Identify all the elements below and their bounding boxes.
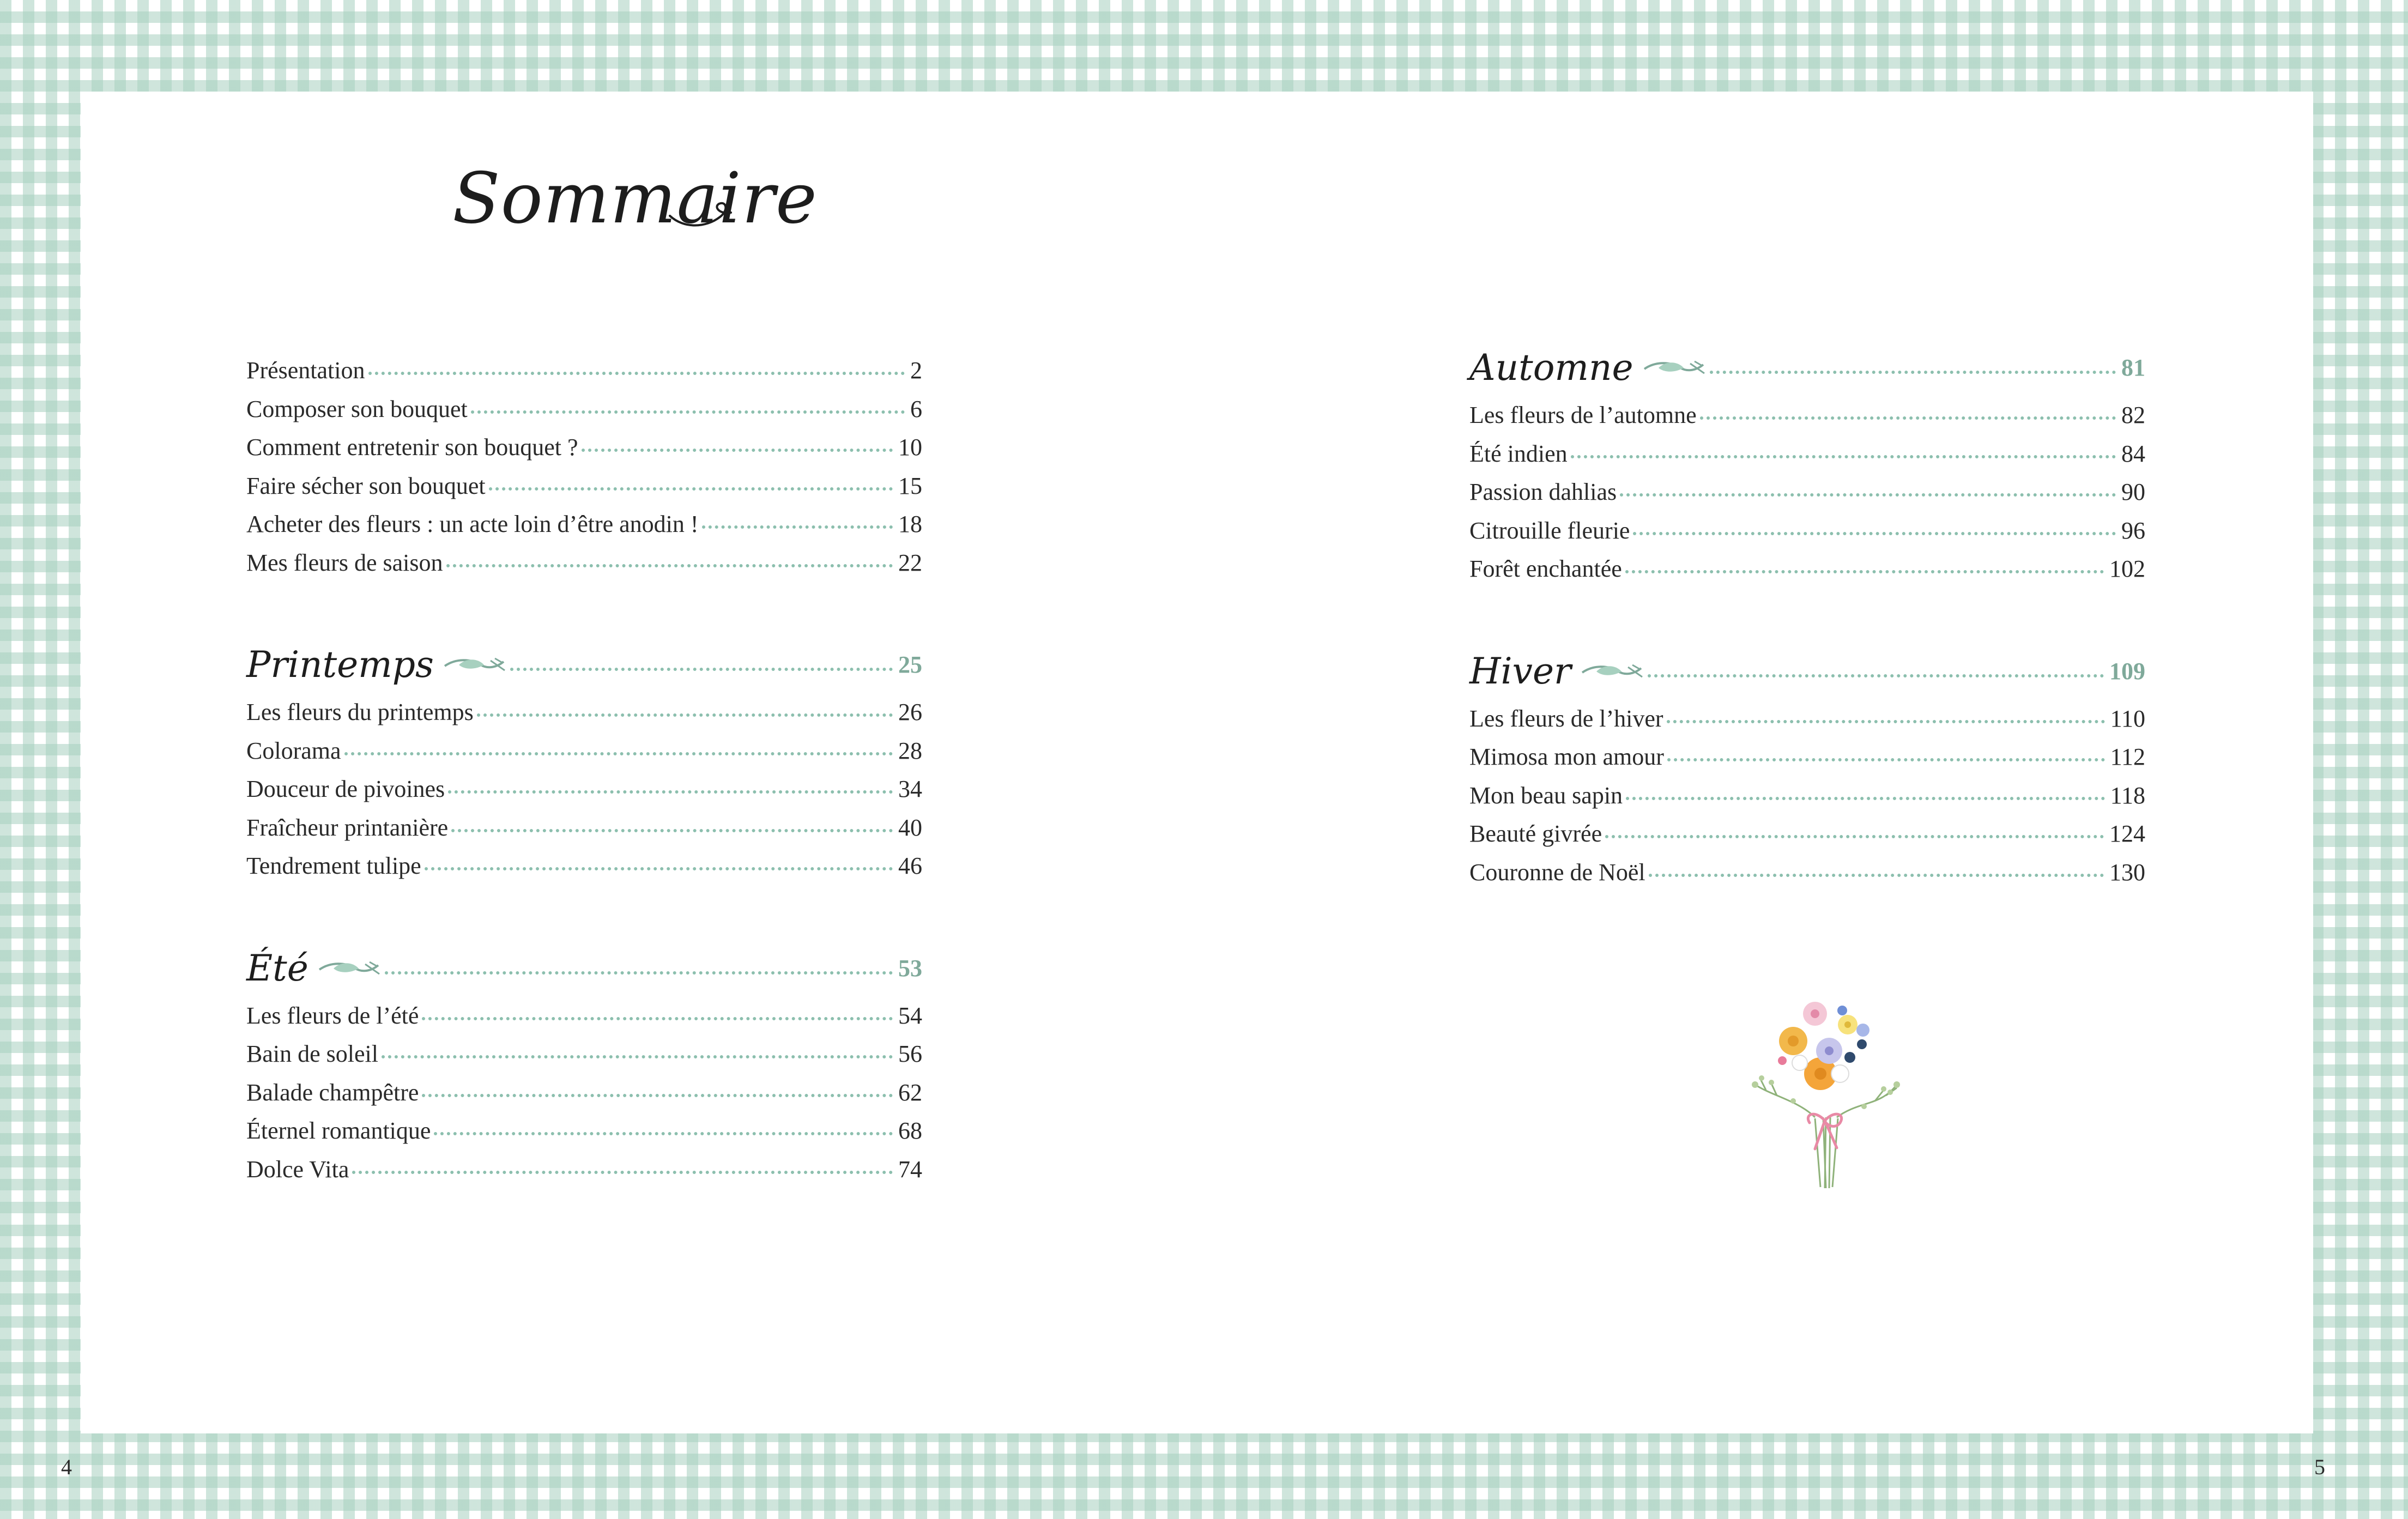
toc-entry-page: 110 — [2110, 705, 2145, 732]
dot-leader — [1667, 720, 2105, 723]
toc-entry-label: Bain de soleil — [246, 1040, 378, 1067]
toc-entry[interactable] — [1469, 700, 2145, 739]
section-heading-automne[interactable] — [1469, 346, 2145, 390]
toc-entry-label: Faire sécher son bouquet — [246, 472, 486, 499]
toc-entry-label: Couronne de Noël — [1469, 858, 1645, 886]
toc-entry-page: 26 — [898, 699, 922, 725]
toc-entry-label: Comment entretenir son bouquet ? — [246, 434, 578, 461]
section-heading-label: Été — [246, 947, 308, 989]
toc-entry-label: Mes fleurs de saison — [246, 549, 443, 576]
toc-entry-label: Les fleurs de l’hiver — [1469, 705, 1663, 732]
toc-printemps-section — [246, 643, 922, 886]
leaf-swash-icon — [1642, 358, 1707, 378]
dot-leader — [385, 971, 893, 975]
toc-entry-label: Acheter des fleurs : un acte loin d’être anodin ! — [246, 511, 699, 537]
dot-leader — [451, 829, 893, 832]
toc-entry-label: Mimosa mon amour — [1469, 743, 1664, 770]
dot-leader — [448, 790, 893, 794]
dot-leader — [1625, 570, 2104, 573]
toc-entry-page: 68 — [898, 1117, 922, 1144]
toc-entry-page: 74 — [898, 1155, 922, 1183]
section-heading-hiver[interactable] — [1469, 650, 2145, 693]
toc-ete-section — [246, 947, 922, 1189]
toc-left-column — [246, 352, 922, 1250]
toc-entry-page: 84 — [2121, 440, 2145, 467]
leaf-swash-icon — [1580, 662, 1644, 681]
page-title: Sommaire — [452, 158, 818, 239]
toc-hiver-section — [1469, 650, 2145, 892]
toc-entry-label: Les fleurs de l’automne — [1469, 402, 1697, 428]
toc-entry-label: Dolce Vita — [246, 1155, 349, 1183]
toc-entry[interactable] — [1469, 815, 2145, 854]
toc-entry[interactable] — [246, 1035, 922, 1074]
dot-leader — [382, 1055, 893, 1058]
dot-leader — [1710, 371, 2116, 374]
toc-entry[interactable] — [1469, 435, 2145, 474]
toc-entry-page: 40 — [898, 814, 922, 841]
toc-entry[interactable] — [1469, 396, 2145, 435]
toc-entry[interactable] — [246, 1112, 922, 1151]
toc-entry-label: Passion dahlias — [1469, 479, 1617, 505]
toc-entry-page: 90 — [2121, 479, 2145, 505]
toc-entry-page: 6 — [910, 395, 922, 422]
toc-entry[interactable] — [1469, 854, 2145, 892]
toc-entry[interactable] — [246, 428, 922, 467]
toc-entry[interactable] — [246, 693, 922, 732]
toc-entry[interactable] — [246, 544, 922, 583]
section-heading-page: 81 — [2121, 354, 2145, 381]
dot-leader — [477, 713, 893, 717]
page-number-right: 5 — [2314, 1455, 2325, 1479]
dot-leader — [425, 867, 893, 870]
toc-entry-label: Les fleurs du printemps — [246, 699, 474, 725]
dot-leader — [446, 564, 893, 567]
toc-entry[interactable] — [246, 505, 922, 544]
toc-entry-label: Présentation — [246, 357, 365, 384]
toc-entry-label: Citrouille fleurie — [1469, 517, 1630, 544]
dot-leader — [489, 487, 893, 491]
section-heading-label: Automne — [1469, 347, 1633, 389]
toc-entry-label: Douceur de pivoines — [246, 776, 445, 802]
toc-entry-page: 18 — [898, 511, 922, 537]
toc-entry-label: Colorama — [246, 737, 341, 764]
toc-entry[interactable] — [246, 467, 922, 506]
dot-leader — [1626, 797, 2105, 800]
toc-entry-label: Beauté givrée — [1469, 820, 1602, 847]
toc-entry-page: 46 — [898, 852, 922, 879]
toc-entry-label: Tendrement tulipe — [246, 852, 421, 879]
toc-entry[interactable] — [246, 809, 922, 848]
toc-entry-label: Fraîcheur printanière — [246, 814, 449, 841]
toc-entry-page: 54 — [898, 1002, 922, 1029]
toc-entry-page: 118 — [2110, 782, 2145, 809]
toc-entry-page: 130 — [2109, 858, 2145, 886]
toc-entry-page: 96 — [2121, 517, 2145, 544]
dot-leader — [1605, 835, 2104, 838]
toc-entry-label: Mon beau sapin — [1469, 782, 1623, 809]
toc-entry-page: 102 — [2109, 555, 2145, 582]
toc-entry[interactable] — [246, 770, 922, 809]
section-heading-label: Printemps — [246, 644, 434, 686]
dot-leader — [1633, 532, 2116, 535]
section-heading-page: 109 — [2109, 657, 2145, 685]
dot-leader — [1667, 758, 2105, 761]
flower-bouquet-illustration — [1733, 992, 1919, 1188]
toc-entry-page: 56 — [898, 1040, 922, 1067]
leaf-swash-icon — [443, 655, 507, 675]
toc-entry[interactable] — [246, 352, 922, 390]
toc-entry-label: Forêt enchantée — [1469, 555, 1622, 582]
toc-entry[interactable] — [1469, 512, 2145, 550]
section-heading-page: 25 — [898, 651, 922, 678]
dot-leader — [434, 1132, 893, 1135]
toc-entry-page: 124 — [2109, 820, 2145, 847]
toc-entry[interactable] — [246, 732, 922, 771]
toc-entry-page: 15 — [898, 472, 922, 499]
toc-entry-page: 62 — [898, 1079, 922, 1106]
dot-leader — [702, 525, 893, 529]
toc-entry[interactable] — [1469, 473, 2145, 512]
toc-entry-page: 10 — [898, 434, 922, 461]
toc-entry-page: 112 — [2110, 743, 2145, 770]
toc-entry[interactable] — [246, 1074, 922, 1112]
dot-leader — [1648, 674, 2104, 677]
page-number-left: 4 — [61, 1455, 72, 1479]
toc-intro-section — [246, 352, 922, 582]
dot-leader — [422, 1094, 893, 1097]
toc-entry-label: Balade champêtre — [246, 1079, 419, 1106]
toc-entry[interactable] — [1469, 738, 2145, 777]
toc-automne-section — [1469, 346, 2145, 589]
toc-entry[interactable] — [1469, 550, 2145, 589]
dot-leader — [471, 410, 905, 414]
dot-leader — [344, 752, 893, 755]
toc-entry-page: 2 — [910, 357, 922, 384]
toc-entry[interactable] — [246, 390, 922, 429]
dot-leader — [1620, 493, 2116, 497]
toc-entry-label: Éternel romantique — [246, 1117, 431, 1144]
toc-entry-label: Été indien — [1469, 440, 1568, 467]
toc-entry-label: Composer son bouquet — [246, 395, 468, 422]
toc-right-column — [1469, 346, 2145, 953]
dot-leader — [582, 449, 893, 452]
dot-leader — [352, 1171, 893, 1174]
dot-leader — [1649, 874, 2104, 877]
section-heading-page: 53 — [898, 954, 922, 982]
toc-entry[interactable] — [246, 847, 922, 886]
toc-entry-page: 82 — [2121, 402, 2145, 428]
leaf-swash-icon — [317, 959, 382, 978]
toc-entry-page: 28 — [898, 737, 922, 764]
dot-leader — [422, 1017, 893, 1020]
toc-entry[interactable] — [246, 997, 922, 1036]
dot-leader — [510, 668, 893, 671]
toc-entry-label: Les fleurs de l’été — [246, 1002, 419, 1029]
dot-leader — [1700, 416, 2116, 420]
toc-entry-page: 22 — [898, 549, 922, 576]
title-swash-icon — [668, 196, 733, 229]
toc-entry[interactable] — [1469, 777, 2145, 815]
section-heading-ete[interactable] — [246, 947, 922, 990]
dot-leader — [368, 372, 905, 375]
toc-entry[interactable] — [246, 1151, 922, 1189]
section-heading-printemps[interactable] — [246, 643, 922, 687]
dot-leader — [1571, 455, 2116, 458]
toc-entry-page: 34 — [898, 776, 922, 802]
section-heading-label: Hiver — [1469, 650, 1571, 692]
